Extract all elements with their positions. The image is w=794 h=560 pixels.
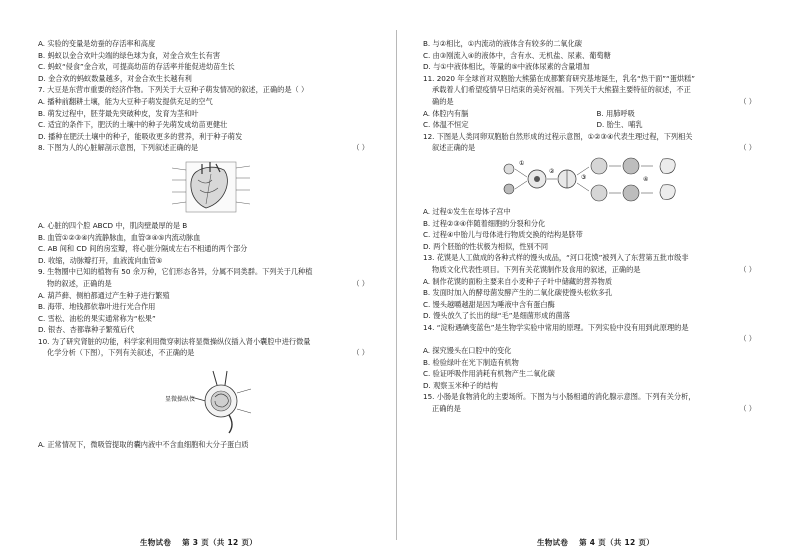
q12-fig-label-3: ③ <box>580 173 586 181</box>
q7-option-d: D. 播种在肥沃土壤中的种子，能吸收更多的营养，利于种子萌发 <box>38 131 243 141</box>
q9-option-c: C. 雪松、油松的果实通常称为“松果” <box>38 313 156 323</box>
q12-fig-label-2: ② <box>548 167 554 175</box>
q11-option-c: C. 体温不恒定 <box>423 120 469 130</box>
q8-option-d: D. 收缩，动脉瓣打开，血液流向血管⑤ <box>38 255 163 265</box>
q11-answer-paren: （ ） <box>739 96 756 106</box>
q9-option-d: D. 银杏、杏都靠种子繁殖后代 <box>38 325 135 335</box>
q15-stem-line2: 正确的是 <box>432 404 461 414</box>
heart-diagram <box>38 154 383 220</box>
q13-option-d: D. 馒头放久了长出的绿“毛”是细菌形成的菌落 <box>423 311 570 321</box>
q8-option-c: C. AB 间和 CD 间的房室瓣，将心脏分隔成左右不相通的两个部分 <box>38 244 248 254</box>
q10-option-a: A. 正常情况下，微吸管提取的囊内液中不含血细胞和大分子蛋白质 <box>38 440 249 450</box>
q11-option-b: B. 用肺呼吸 <box>596 108 635 118</box>
q10-answer-paren: （ ） <box>352 348 369 358</box>
q13-option-c: C. 馒头越嚼越甜是因为唾液中含有蛋白酶 <box>423 299 555 309</box>
q11-stem-row <box>423 96 770 108</box>
q8-stem: 8. 下图为人的心脏解剖示意图，下列叙述正确的是 <box>38 143 199 153</box>
kidney-micropuncture-diagram <box>38 359 383 439</box>
q10-option-d: D. 与①中液体相比，等量的⑤中液体尿素的含量增加 <box>423 62 590 72</box>
q8-option-a: A. 心脏的四个腔 ABCD 中，肌肉壁最厚的是 B <box>38 220 188 230</box>
twin-formation-diagram <box>423 154 770 206</box>
q12-fig-label-4: ④ <box>642 175 648 183</box>
q10-stem-line2: 化学分析（下图），下列有关叙述，不正确的是 <box>47 348 195 358</box>
q6-option-b: B. 蚂蚁以金合欢叶尖端的绿色球为食，对金合欢生长有害 <box>38 50 221 60</box>
q13-option-b: B. 发面时加入的酵母菌发酵产生的二氧化碳使馒头松软多孔 <box>423 288 613 298</box>
q12-answer-paren: （ ） <box>739 143 756 153</box>
q10-fig-label: 显微操纵仪 <box>164 396 195 404</box>
q8-option-b: B. 血管①②③④内流静脉血，血管③④⑤内流动脉血 <box>38 232 201 242</box>
right-footer-subject: 生物试卷 <box>536 538 569 547</box>
q12-option-d: D. 两个胚胎的性状极为相似，性别不同 <box>423 241 549 251</box>
q9-option-b: B. 海带、地钱都依靠叶进行光合作用 <box>38 302 156 312</box>
q7-option-a: A. 播种前翻耕土壤，能为大豆种子萌发提供充足的空气 <box>38 96 213 106</box>
q12-option-a: A. 过程①发生在母体子宫中 <box>423 206 511 216</box>
q15-stem-line1: 15. 小肠是食物消化的主要场所。下图为与小肠相通的消化腺示意图。下列有关分析， <box>423 392 696 402</box>
q10-stem-row <box>38 347 383 359</box>
right-footer-page: 第 4 页（共 12 页） <box>579 538 655 547</box>
q13-answer-paren: （ ） <box>739 264 756 274</box>
q9-stem-line1: 9. 生物圈中已知的植物有 50 余万种，它们形态各异，分属不同类群。下列关于几种植 <box>38 267 313 277</box>
q14-stem: 14. “淀粉遇碘变蓝色”是生物学实验中常用的原理。下列实验中没有用到此原理的是 <box>423 322 689 332</box>
left-footer-subject: 生物试卷 <box>139 538 172 547</box>
q12-option-b: B. 过程②③④伴随着细胞的分裂和分化 <box>423 218 546 228</box>
q13-stem-line1: 13. 花馍是人工做成的各种式样的馒头成品，“河口花馍”被列入了东营第五批市级非 <box>423 253 689 263</box>
q10-stem-line1: 10. 为了研究肾脏的功能，科学家利用微穿刺法将显微操纵仪插入肾小囊腔中进行微量 <box>38 336 311 346</box>
q12-fig-label-1: ① <box>518 159 524 167</box>
q12-option-c: C. 过程④中胎儿与母体进行物质交换的结构是脐带 <box>423 230 583 240</box>
q11-stem-line2: 承载着人们希望疫情早日结束的美好祝福。下列关于大熊猫主要特征的叙述，不正 <box>432 85 691 95</box>
left-page-footer <box>0 537 397 548</box>
q14-answer-paren: （ ） <box>739 334 756 344</box>
q11-options-row2 <box>423 119 770 131</box>
q15-answer-paren: （ ） <box>739 404 756 414</box>
q7-option-b: B. 萌发过程中，胚芽最先突破种皮，发育为茎和叶 <box>38 108 199 118</box>
q6-option-c: C. 蚂蚁“侵食”金合欢，可提高幼苗的存活率并能促进幼苗生长 <box>38 62 235 72</box>
q11-option-d: D. 胎生、哺乳 <box>596 120 643 130</box>
q9-option-a: A. 葫芦藓、侧柏都通过产生种子进行繁殖 <box>38 290 170 300</box>
q12-stem-line2: 叙述正确的是 <box>432 143 476 153</box>
q11-option-a: A. 体腔内有膈 <box>423 108 469 118</box>
right-page-footer <box>397 537 794 548</box>
q7-stem: 7. 大豆是东营市重要的经济作物。下列关于大豆种子萌发情况的叙述，正确的是（ ） <box>38 85 309 95</box>
q7-option-c: C. 适宜的条件下，肥沃的土壤中的种子先萌发成幼苗更健壮 <box>38 120 228 130</box>
q15-stem-row <box>423 403 770 415</box>
q14-option-a: A. 探究馒头在口腔中的变化 <box>423 346 512 356</box>
q11-stem-line3: 确的是 <box>432 96 454 106</box>
q9-answer-paren: （ ） <box>352 278 369 288</box>
q6-option-a: A. 实验的变量是幼蚕的存活率和高度 <box>38 39 156 48</box>
q9-stem-row <box>38 278 383 290</box>
q13-stem-line2: 物质文化代表性项目。下列有关花馍制作及食用的叙述，正确的是 <box>432 264 641 274</box>
q14-option-b: B. 检验绿叶在光下制造有机物 <box>423 357 519 367</box>
right-page <box>397 0 794 560</box>
q12-stem-line1: 12. 下图是人类同卵双胞胎自然形成的过程示意图，①②③④代表生理过程，下列相关 <box>423 131 693 141</box>
q9-stem-line2: 物的叙述，正确的是 <box>47 278 112 288</box>
q8-stem-row <box>38 142 383 154</box>
q13-option-a: A. 制作花馍的面粉主要来自小麦种子子叶中储藏的营养物质 <box>423 276 613 286</box>
left-footer-page: 第 3 页（共 12 页） <box>182 538 258 547</box>
q10-option-c: C. 由③刚流入④的液体中，含有水、无机盐、尿素、葡萄糖 <box>423 50 611 60</box>
q14-option-c: C. 验证呼吸作用消耗有机物产生二氧化碳 <box>423 369 555 379</box>
q13-stem-row <box>423 264 770 276</box>
q14-option-d: D. 观察玉米种子的结构 <box>423 380 498 390</box>
q11-stem-line1: 11. 2020 年全球首对双胞胎大熊猫在成都繁育研究基地诞生，乳名“热干面”“蛋烘糕” <box>423 73 696 83</box>
q11-options-row1 <box>423 108 770 120</box>
q8-answer-paren: （ ） <box>352 143 369 153</box>
q12-stem-row <box>423 142 770 154</box>
q10-option-b: B. 与②相比，①内流动的液体含有较多的二氧化碳 <box>423 39 582 48</box>
q6-option-d: D. 金合欢的蚂蚁数量越多，对金合欢生长越有利 <box>38 73 192 83</box>
